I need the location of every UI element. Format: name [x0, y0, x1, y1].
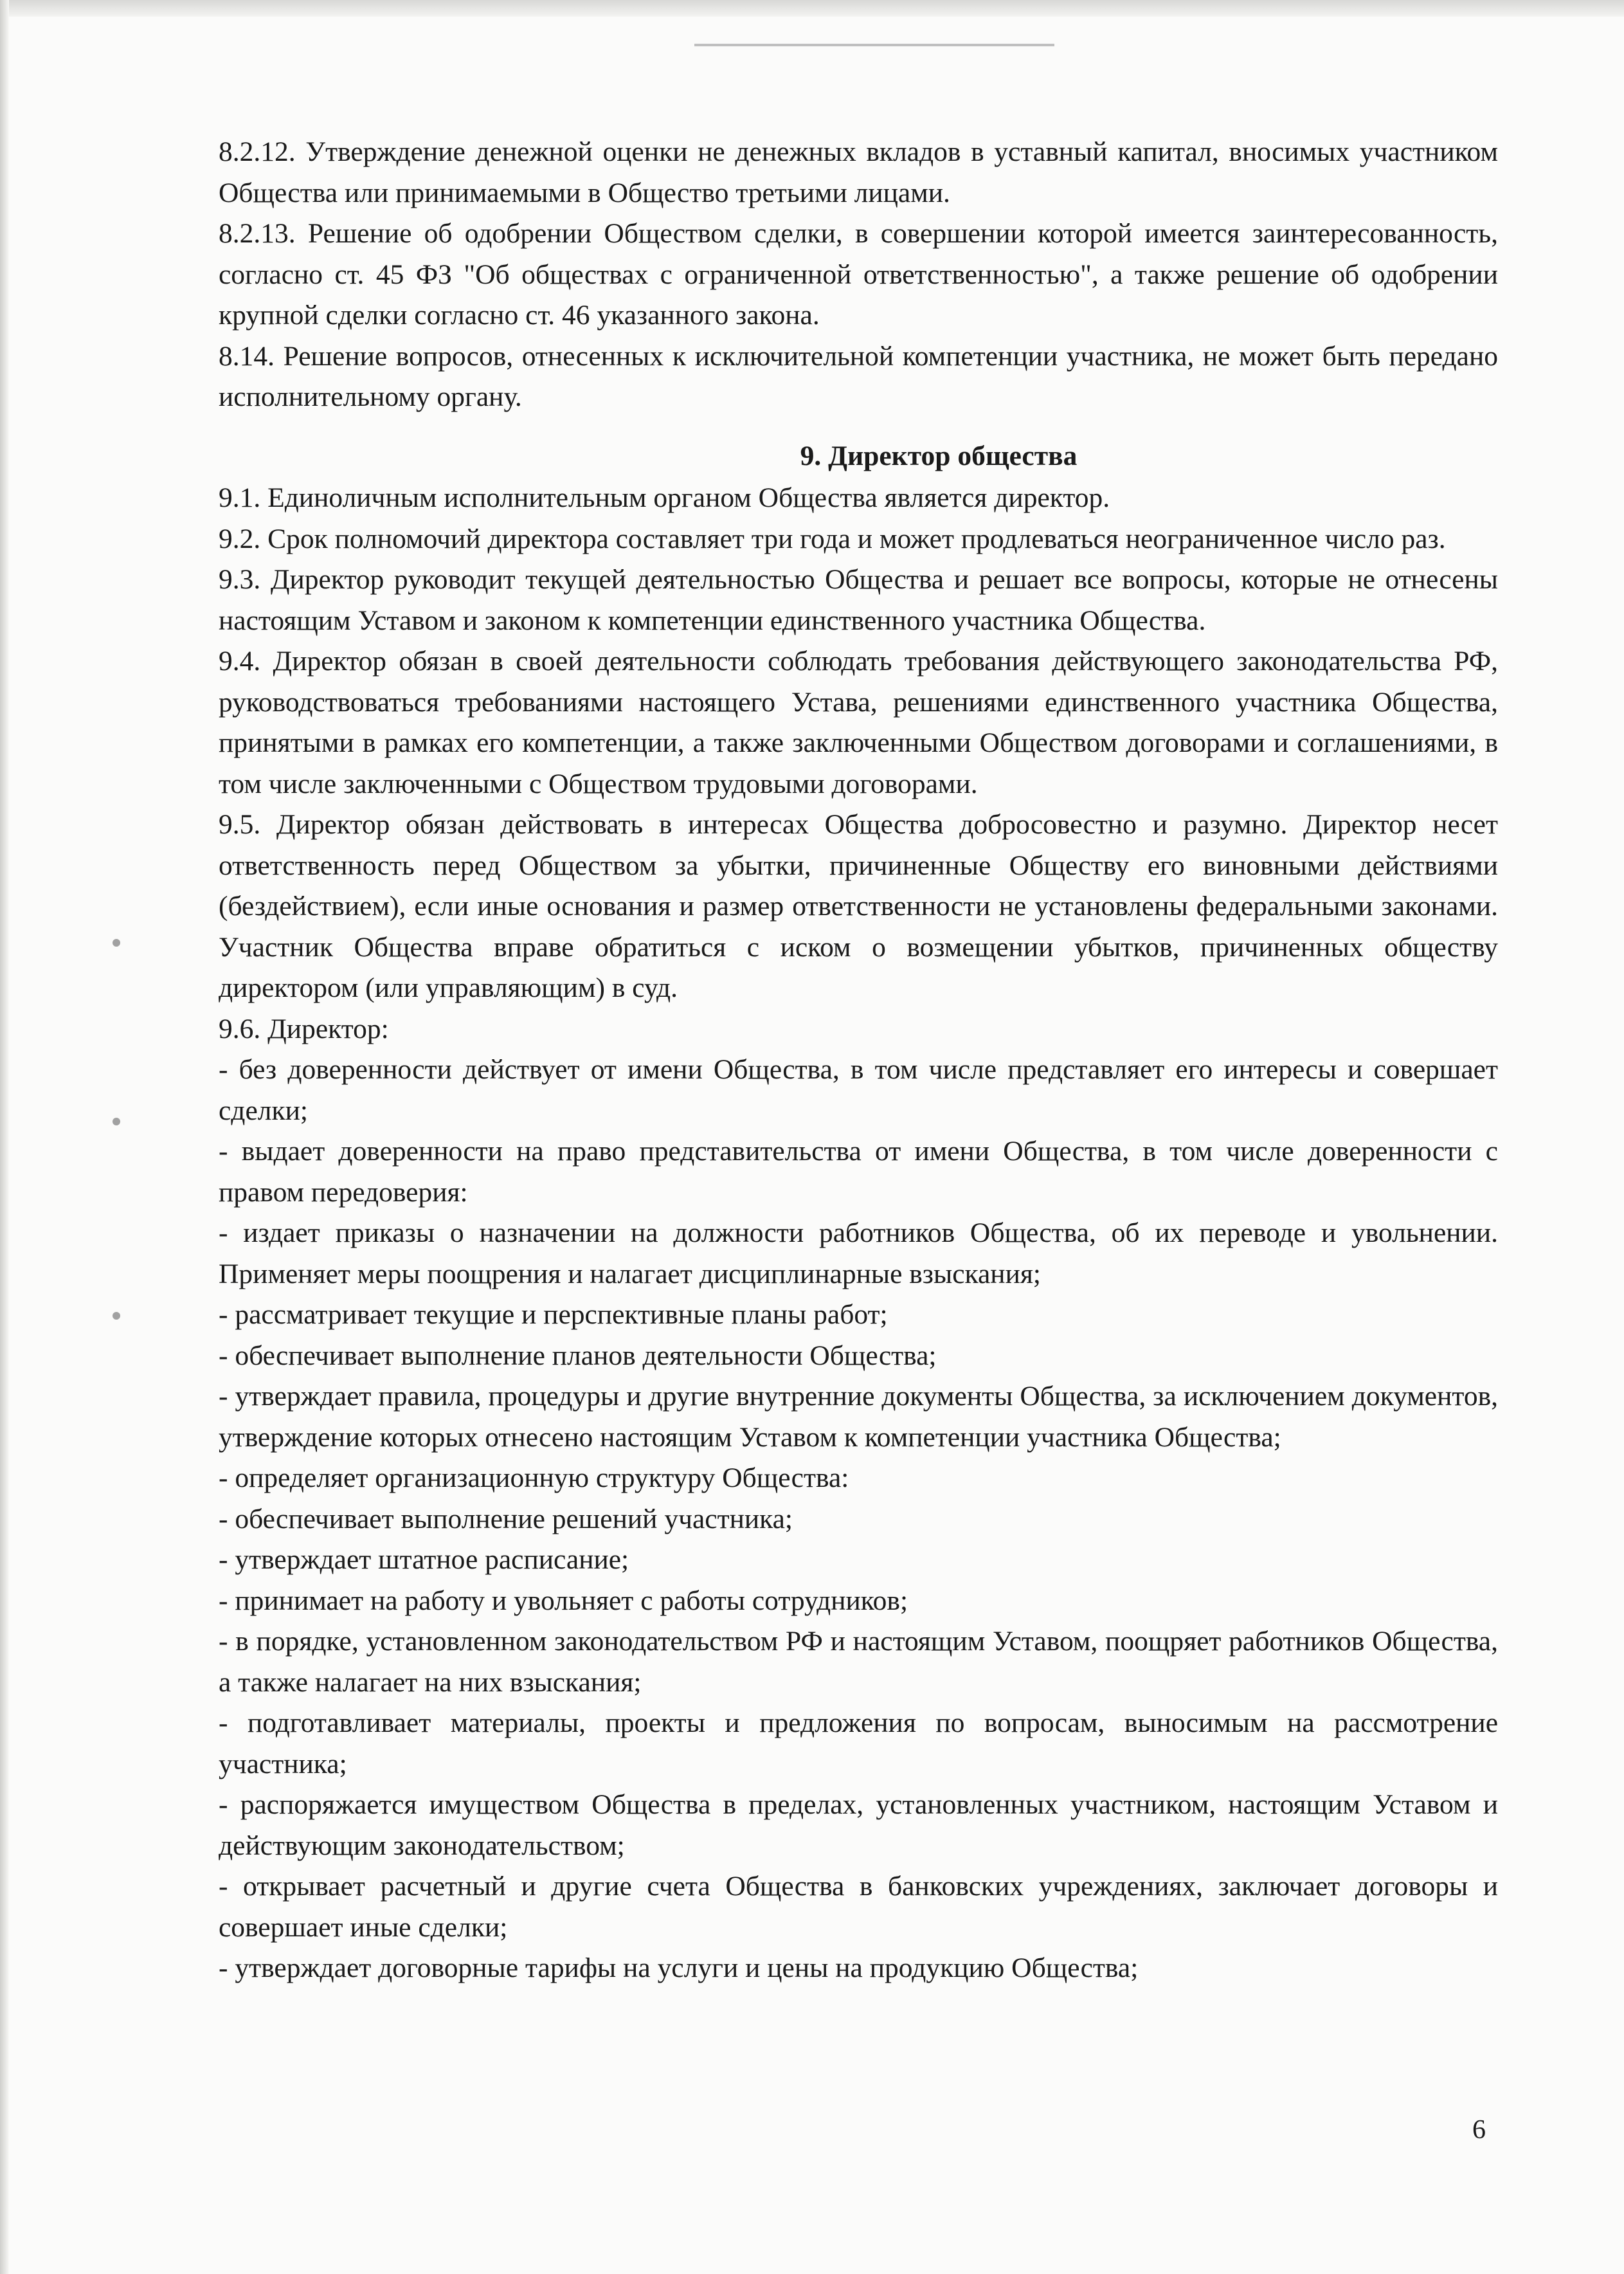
- duty-item: - открывает расчетный и другие счета Общества в банковских учреждениях, заключает договоры и совершает иные сделки;: [219, 1871, 1498, 1943]
- scan-artifact-line: [694, 44, 1054, 46]
- duty-item: - утверждает правила, процедуры и другие внутренние документы Общества, за исключением документов, утверждение которых отнесено настоящим Уставом к компетенции участника Общества;: [219, 1381, 1498, 1453]
- duty-item: - утверждает штатное расписание;: [219, 1544, 629, 1575]
- duty-item: - распоряжается имуществом Общества в пределах, установленных участником, настоящим Уставом и действующим законодательством;: [219, 1789, 1498, 1861]
- duty-item: - обеспечивает выполнение решений участника;: [219, 1503, 793, 1534]
- scan-left-edge: [0, 0, 9, 2274]
- paragraph-9-5: 9.5. Директор обязан действовать в интересах Общества добросовестно и разумно. Директор несет ответственность перед Обществом за убытки, причиненные Обществу его виновными действиями (бездействием), если иные основания и размер ответственности не установлены федеральными законами. Участник Общества вправе обратиться с иском о возмещении убытков, причиненных обществу директором (или управляющим) в суд.: [219, 809, 1498, 1003]
- scan-top-edge: [0, 0, 1624, 17]
- duty-item: - без доверенности действует от имени Общества, в том числе представляет его интересы и совершает сделки;: [219, 1054, 1498, 1126]
- paragraph-9-4: 9.4. Директор обязан в своей деятельности соблюдать требования действующего законодательства РФ, руководствоваться требованиями настоящего Устава, решениями единственного участника Общества, принятыми в рамках его компетенции, а также заключенными Обществом договорами и соглашениями, в том числе заключенными с Обществом трудовыми договорами.: [219, 646, 1498, 799]
- duty-item: - рассматривает текущие и перспективные планы работ;: [219, 1299, 888, 1330]
- duty-item: - издает приказы о назначении на должности работников Общества, об их переводе и увольнении. Применяет меры поощрения и налагает дисциплинарные взыскания;: [219, 1217, 1498, 1289]
- paragraph-8-2-13: 8.2.13. Решение об одобрении Обществом сделки, в совершении которой имеется заинтересованность, согласно ст. 45 ФЗ "Об обществах с ограниченной ответственностью", а также решение об одобрении крупной сделки согласно ст. 46 указанного закона.: [219, 218, 1498, 331]
- duty-item: - выдает доверенности на право представительства от имени Общества, в том числе доверенности с правом передоверия:: [219, 1136, 1498, 1208]
- duty-item: - определяет организационную структуру Общества:: [219, 1462, 849, 1493]
- paragraph-9-2: 9.2. Срок полномочий директора составляет три года и может продлеваться неограниченное число раз.: [219, 523, 1446, 554]
- paragraph-9-1: 9.1. Единоличным исполнительным органом Общества является директор.: [219, 482, 1110, 513]
- punch-hole-mark: [113, 1312, 120, 1320]
- duty-item: - подготавливает материалы, проекты и предложения по вопросам, выносимым на рассмотрение участника;: [219, 1707, 1498, 1779]
- duty-item: - утверждает договорные тарифы на услуги и цены на продукцию Общества;: [219, 1952, 1139, 1983]
- duty-item: - в порядке, установленном законодательством РФ и настоящим Уставом, поощряет работников Общества, а также налагает на них взыскания;: [219, 1626, 1498, 1698]
- paragraph-9-6: 9.6. Директор:: [219, 1013, 389, 1044]
- punch-hole-mark: [113, 939, 120, 947]
- paragraph-8-2-12: 8.2.12. Утверждение денежной оценки не денежных вкладов в уставный капитал, вносимых участником Общества или принимаемыми в Общество третьими лицами.: [219, 136, 1498, 208]
- section-heading: 9. Директор общества: [800, 440, 1078, 471]
- document-body: [219, 132, 1498, 1989]
- page-number: 6: [1472, 2115, 1486, 2145]
- duty-item: - обеспечивает выполнение планов деятельности Общества;: [219, 1340, 937, 1371]
- punch-hole-mark: [113, 1118, 120, 1125]
- director-duties-list: [219, 1050, 1498, 1989]
- paragraph-8-14: 8.14. Решение вопросов, отнесенных к исключительной компетенции участника, не может быть передано исполнительному органу.: [219, 340, 1498, 412]
- paragraph-9-3: 9.3. Директор руководит текущей деятельностью Общества и решает все вопросы, которые не отнесены настоящим Уставом и законом к компетенции единственного участника Общества.: [219, 564, 1498, 636]
- duty-item: - принимает на работу и увольняет с работы сотрудников;: [219, 1585, 908, 1616]
